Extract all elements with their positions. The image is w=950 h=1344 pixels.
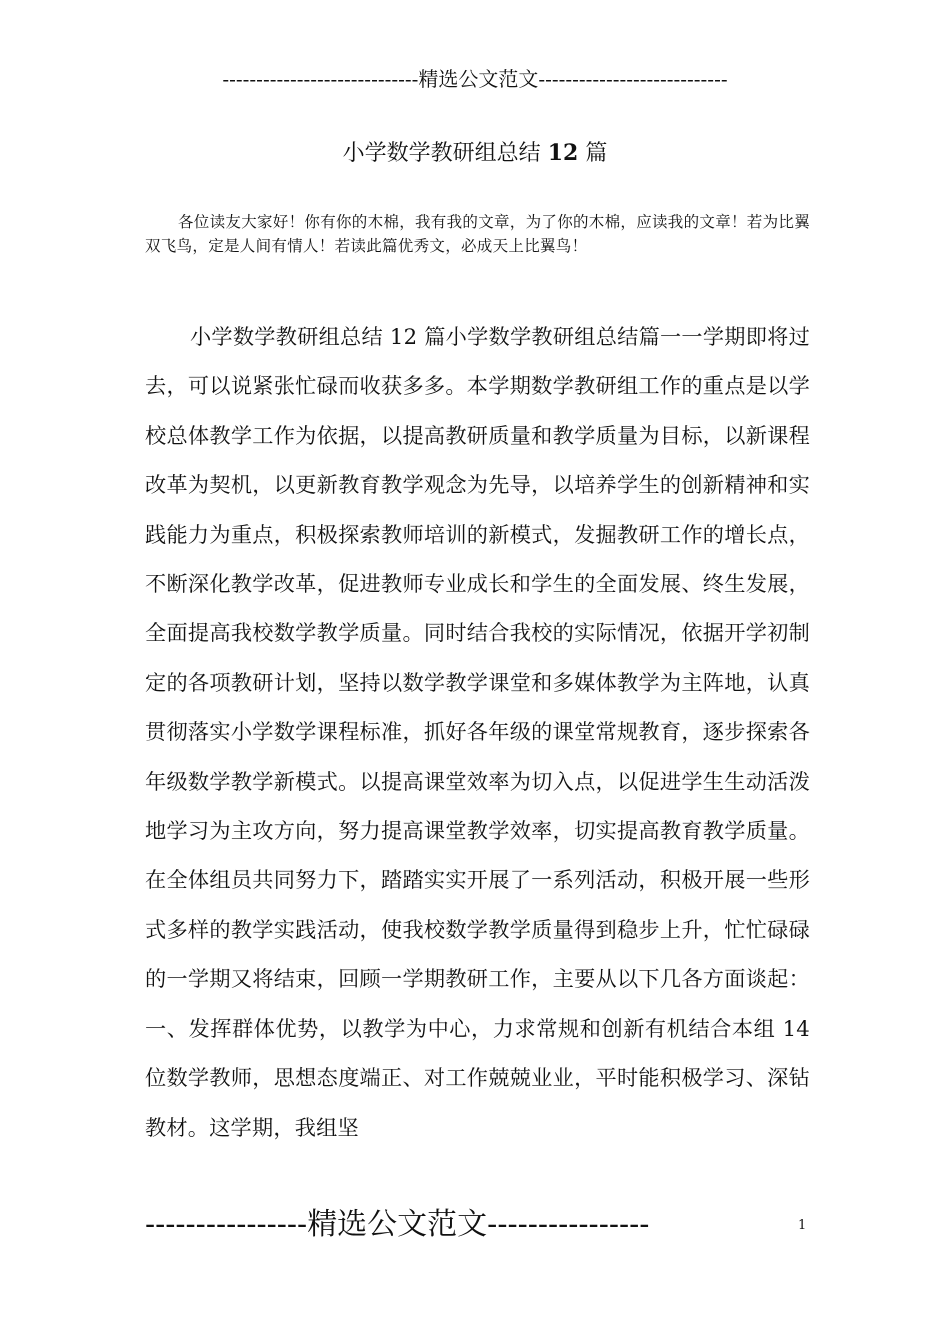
document-title-number: 12 (547, 140, 579, 166)
header-banner: -----------------------------精选公文范文---------------------------- (222, 67, 728, 91)
document-title-text: 小学数学教研组总结 (342, 141, 541, 166)
document-title-suffix: 篇 (585, 141, 608, 166)
footer-banner: ----------------精选公文范文---------------- (145, 1207, 650, 1242)
intro-paragraph: 各位读友大家好！你有你的木棉，我有我的文章，为了你的木棉，应读我的文章！若为比翼双飞鸟，定是人间有情人！若读此篇优秀文，必成天上比翼鸟！ (145, 213, 811, 255)
body-paragraph: 小学数学教研组总结 12 篇小学数学教研组总结篇一一学期即将过去，可以说紧张忙碌而收获多多。本学期数学教研组工作的重点是以学校总体教学工作为依据，以提高教研质量和教学质量为目标，以新课程改革为契机，以更新教育教学观念为先导，以培养学生的创新精神和实践能力为重点，积极探索教师培训的新模式，发掘教研工作的增长点，不断深化教学改革，促进教师专业成长和学生的全面发展、终生发展，全面提高我校数学教学质量。同时结合我校的实际情况，依据开学初制定的各项教研计划，坚持以数学教学课堂和多媒体教学为主阵地，认真贯彻落实小学数学课程标准，抓好各年级的课堂常规教育，逐步探索各年级数学教学新模式。以提高课堂效率为切入点，以促进学生生动活泼地学习为主攻方向，努力提高课堂教学效率，切实提高教育教学质量。在全体组员共同努力下，踏踏实实开展了一系列活动，积极开展一些形式多样的教学实践活动，使我校数学教学质量得到稳步上升，忙忙碌碌的一学期又将结束，回顾一学期教研工作，主要从以下几各方面谈起：一、发挥群体优势，以教学为中心，力求常规和创新有机结合本组 14 位数学教师，思想态度端正、对工作兢兢业业，平时能积极学习、深钻教材。这学期，我组坚 (145, 324, 810, 1140)
document-title (145, 136, 805, 171)
page-number: 1 (798, 1218, 807, 1233)
